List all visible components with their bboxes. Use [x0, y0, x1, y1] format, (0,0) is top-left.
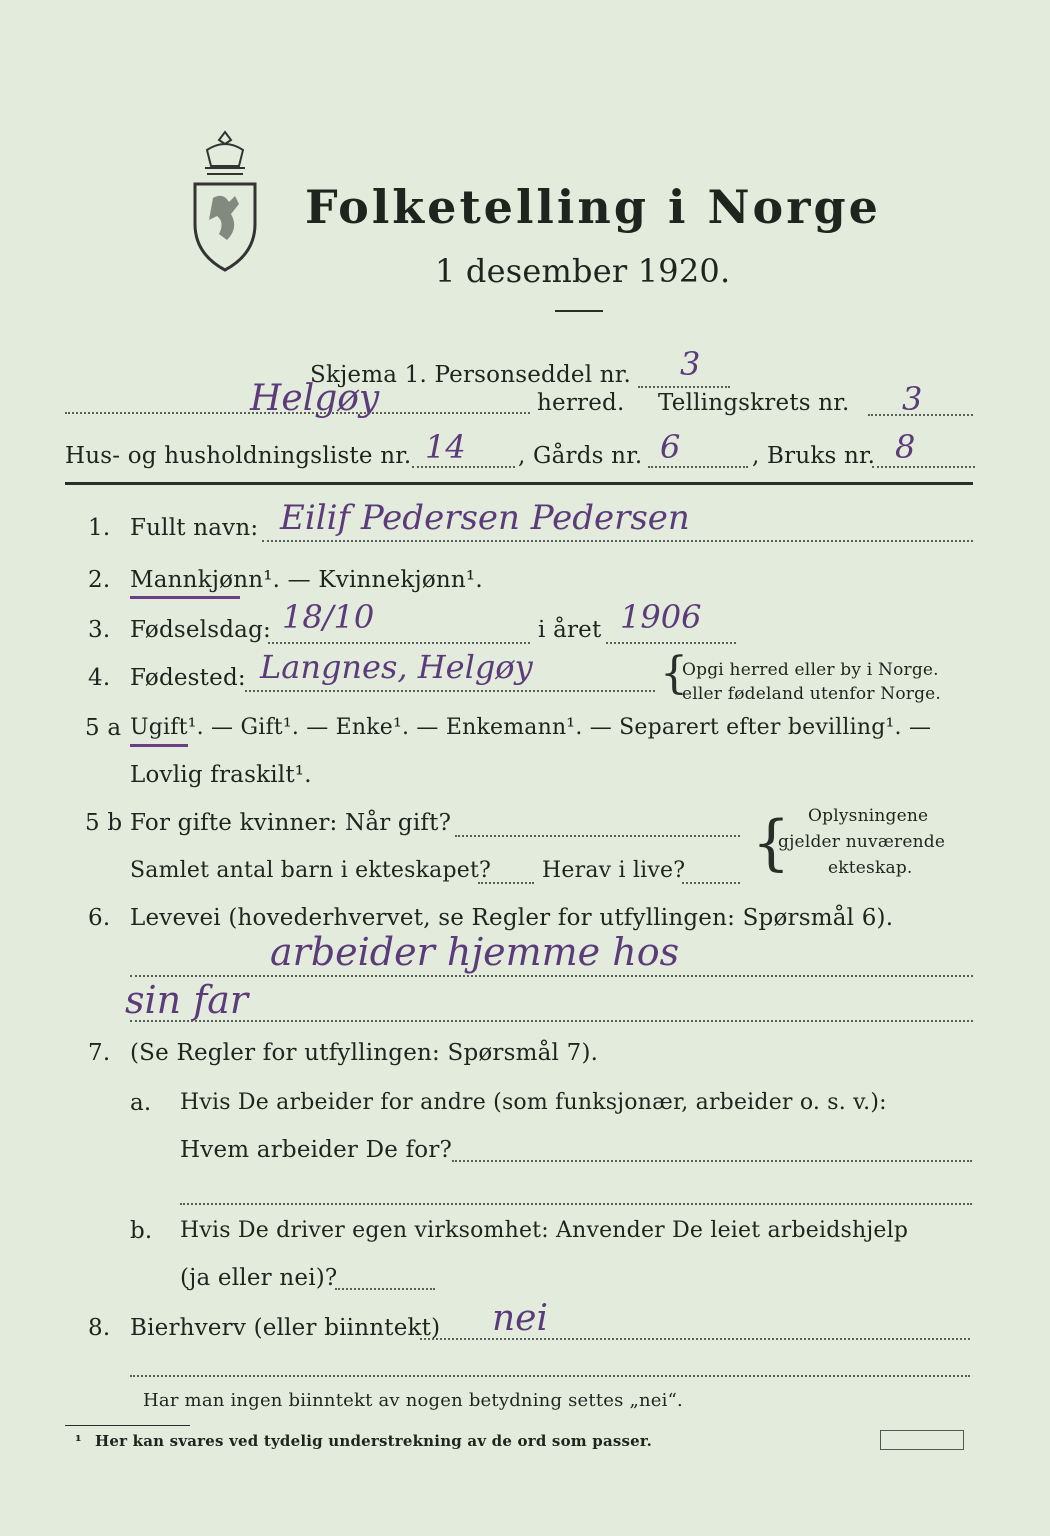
q5b-number: 5 b — [85, 810, 123, 836]
bruks-label: , Bruks nr. — [752, 443, 876, 469]
footer-note: Har man ingen biinntekt av nogen betydning settes „nei“. — [143, 1390, 683, 1411]
q8-value: nei — [492, 1298, 549, 1339]
bruks-line — [872, 466, 975, 468]
q6-value-1: arbeider hjemme hos — [270, 930, 680, 974]
footnote-text: Her kan svares ved tydelig understrekning av de ord som passer. — [95, 1432, 653, 1450]
q5a-selection-mark — [130, 744, 188, 747]
tellingskrets-value: 3 — [902, 380, 923, 418]
q3-year-label: i året — [538, 617, 602, 643]
q7b-label: Hvis De driver egen virksomhet: Anvender De leiet arbeidshjelp — [180, 1218, 909, 1243]
bruks-value: 8 — [895, 428, 916, 466]
q6-value-2: sin far — [125, 978, 249, 1022]
gaards-label: , Gårds nr. — [518, 443, 643, 469]
q5a-label-2: Lovlig fraskilt¹. — [130, 762, 312, 788]
q4-note-2: eller fødeland utenfor Norge. — [682, 684, 942, 704]
q8-number: 8. — [88, 1315, 111, 1341]
q7a-letter: a. — [130, 1090, 152, 1116]
q7b-letter: b. — [130, 1218, 153, 1244]
gaards-line — [648, 466, 748, 468]
norway-coat-of-arms-icon — [185, 128, 265, 278]
q5b-note-1: Oplysningene — [808, 806, 929, 826]
q3-line — [268, 642, 530, 644]
herred-value: Helgøy — [250, 378, 380, 419]
q5b-label-2: Samlet antal barn i ekteskapet? — [130, 858, 492, 883]
q1-label: Fullt navn: — [130, 515, 259, 541]
q7a-label: Hvis De arbeider for andre (som funksjonær, arbeider o. s. v.): — [180, 1090, 887, 1115]
schema-label: Skjema 1. Personseddel nr. — [310, 362, 631, 388]
q8-line-2 — [130, 1375, 970, 1377]
q7a-label-2: Hvem arbeider De for? — [180, 1137, 453, 1163]
q5b-label-3: Herav i live? — [542, 858, 686, 883]
q6-line-2 — [130, 1020, 973, 1022]
q5b-line-2 — [478, 882, 534, 884]
q3-year-line — [606, 642, 736, 644]
q5b-line-3 — [682, 882, 740, 884]
q3-label: Fødselsdag: — [130, 617, 271, 643]
q4-value: Langnes, Helgøy — [260, 648, 533, 686]
tellingskrets-label: Tellingskrets nr. — [658, 390, 850, 416]
q7a-line-1 — [452, 1160, 972, 1162]
q1-number: 1. — [88, 515, 111, 541]
q6-label: Levevei (hovederhvervet, se Regler for utfyllingen: Spørsmål 6). — [130, 905, 894, 931]
q4-note-1: Opgi herred eller by i Norge. — [682, 660, 939, 680]
q4-number: 4. — [88, 665, 111, 691]
q5b-brace: { — [752, 808, 791, 878]
gaards-value: 6 — [660, 428, 681, 466]
herred-label: herred. — [537, 390, 625, 416]
q1-value: Eilif Pedersen Pedersen — [280, 498, 690, 538]
footnote-divider — [65, 1425, 190, 1426]
hus-value: 14 — [425, 428, 466, 466]
q5a-number: 5 a — [85, 715, 122, 741]
q3-number: 3. — [88, 617, 111, 643]
q4-brace: { — [660, 648, 688, 699]
q5b-note-2: gjelder nuværende — [778, 832, 946, 852]
q3-year-value: 1906 — [620, 598, 702, 636]
q7b-line — [335, 1288, 435, 1290]
q2-selection-mark — [130, 596, 240, 599]
q7b-label-2: (ja eller nei)? — [180, 1265, 338, 1291]
q5b-note-3: ekteskap. — [828, 858, 913, 878]
q7-number: 7. — [88, 1040, 111, 1066]
q7a-line-2 — [180, 1203, 972, 1205]
hus-line — [412, 466, 515, 468]
hus-label: Hus- og husholdningsliste nr. — [65, 443, 412, 469]
q1-line — [262, 540, 973, 542]
form-title: Folketelling i Norge — [305, 180, 881, 234]
q4-label: Fødested: — [130, 665, 246, 691]
title-divider — [555, 310, 603, 312]
q6-number: 6. — [88, 905, 111, 931]
footnote-number: ¹ — [75, 1432, 82, 1450]
printer-stamp — [880, 1430, 964, 1450]
q2-number: 2. — [88, 567, 111, 593]
q6-line-1 — [130, 975, 973, 977]
q5a-label: Ugift¹. — Gift¹. — Enke¹. — Enkemann¹. — Separert efter bevilling¹. — — [130, 715, 932, 740]
q4-line — [245, 690, 655, 692]
form-date: 1 desember 1920. — [435, 252, 731, 290]
q5b-line-1 — [455, 835, 740, 837]
header-divider — [65, 482, 973, 485]
q3-value: 18/10 — [282, 598, 375, 636]
q7-label: (Se Regler for utfyllingen: Spørsmål 7). — [130, 1040, 599, 1066]
schema-value: 3 — [680, 345, 701, 383]
q5b-label: For gifte kvinner: Når gift? — [130, 810, 452, 836]
q2-label: Mannkjønn¹. — Kvinnekjønn¹. — [130, 567, 483, 593]
q8-label: Bierhverv (eller biinntekt) — [130, 1315, 441, 1341]
schema-line — [638, 386, 730, 388]
